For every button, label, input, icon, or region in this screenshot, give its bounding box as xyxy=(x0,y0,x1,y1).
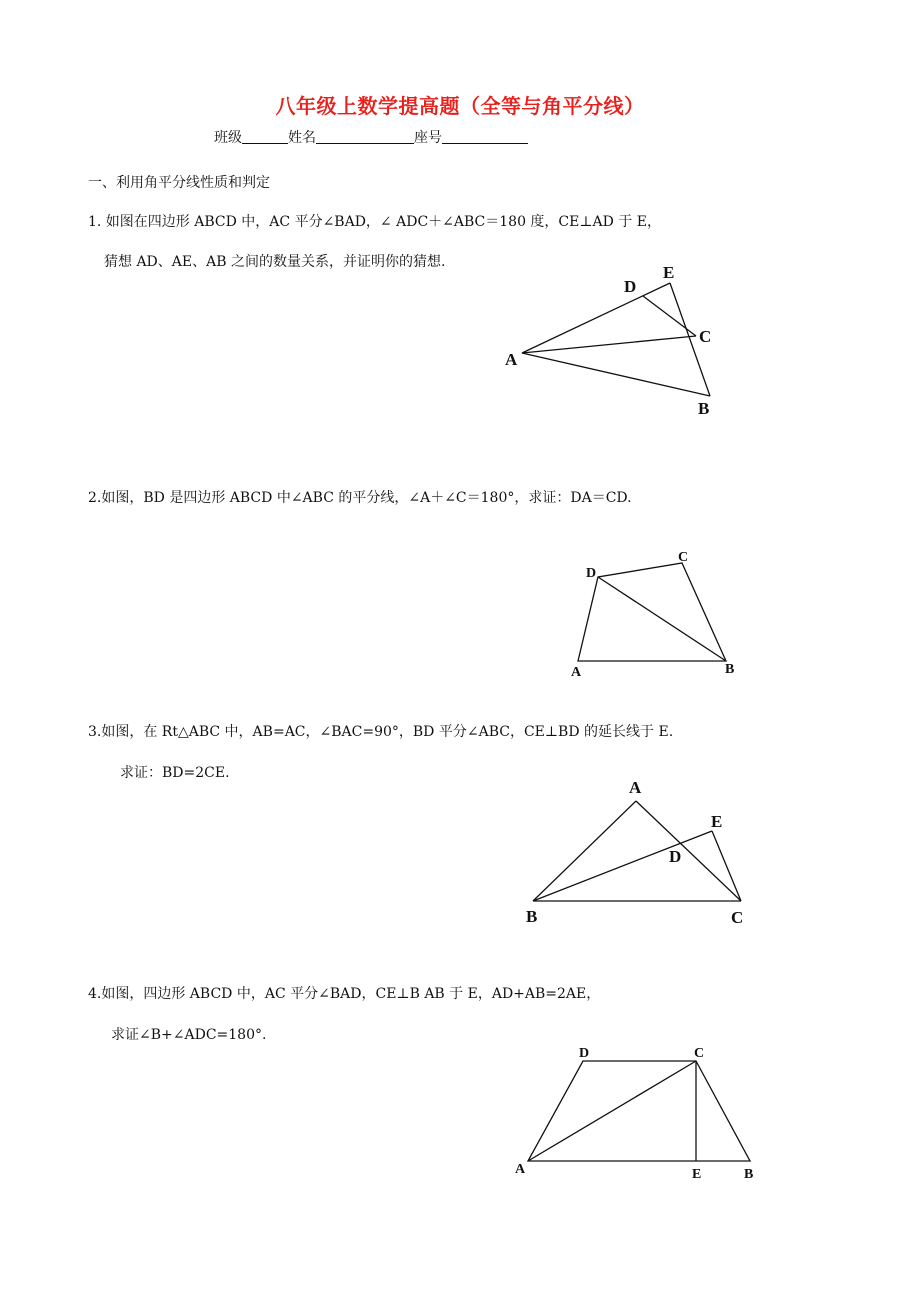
class-label: 班级 xyxy=(214,130,242,146)
seat-label: 座号 xyxy=(414,130,442,146)
fig3-label-e: E xyxy=(711,812,723,831)
fig1-label-b: B xyxy=(698,399,710,418)
problem-3-line-1: 3.如图，在 Rt△ABC 中，AB=AC，∠BAC=90°，BD 平分∠ABC，CE⊥BD 的延长线于 E. xyxy=(88,724,674,740)
fig3-label-a: A xyxy=(629,778,642,797)
fig1-label-a: A xyxy=(505,350,518,369)
section-heading: 一、利用角平分线性质和判定 xyxy=(88,175,270,191)
fig1-label-e: E xyxy=(663,263,675,282)
fig3-label-b: B xyxy=(526,907,538,926)
figure-3-shape xyxy=(533,801,741,901)
page-title: 八年级上数学提高题（全等与角平分线） xyxy=(275,94,645,118)
fig1-label-d: D xyxy=(624,277,637,296)
fig4-label-d: D xyxy=(579,1046,590,1061)
fig2-label-b: B xyxy=(725,662,735,677)
fig2-label-c: C xyxy=(678,550,689,565)
fig3-label-d: D xyxy=(669,847,682,866)
fig4-label-e: E xyxy=(692,1167,702,1182)
problem-4-line-1: 4.如图，四边形 ABCD 中，AC 平分∠BAD，CE⊥B AB 于 E，AD+AB=2AE， xyxy=(88,986,601,1002)
problem-2-line-1: 2.如图，BD 是四边形 ABCD 中∠ABC 的平分线，∠A＋∠C＝180°，求证：DA＝CD. xyxy=(88,490,632,506)
fig4-label-c: C xyxy=(694,1046,705,1061)
name-label: 姓名 xyxy=(288,130,316,146)
figure-2-shape xyxy=(578,563,726,661)
problem-1-line-2: 猜想 AD、AE、AB 之间的数量关系，并证明你的猜想. xyxy=(104,254,446,270)
fig1-label-c: C xyxy=(699,327,712,346)
fig2-label-d: D xyxy=(586,566,597,581)
fig2-label-a: A xyxy=(571,665,582,680)
fig3-label-c: C xyxy=(731,908,744,927)
problem-4-line-2: 求证∠B+∠ADC=180°. xyxy=(111,1027,267,1043)
figure-1-shape xyxy=(522,283,710,396)
fig4-label-b: B xyxy=(744,1167,754,1182)
problem-1-line-1: 1. 如图在四边形 ABCD 中，AC 平分∠BAD，∠ ADC＋∠ABC＝180 度，CE⊥AD 于 E， xyxy=(88,214,661,230)
problem-3-line-2: 求证：BD=2CE. xyxy=(120,765,230,781)
figure-4-shape xyxy=(528,1061,750,1161)
fig4-label-a: A xyxy=(515,1162,526,1177)
